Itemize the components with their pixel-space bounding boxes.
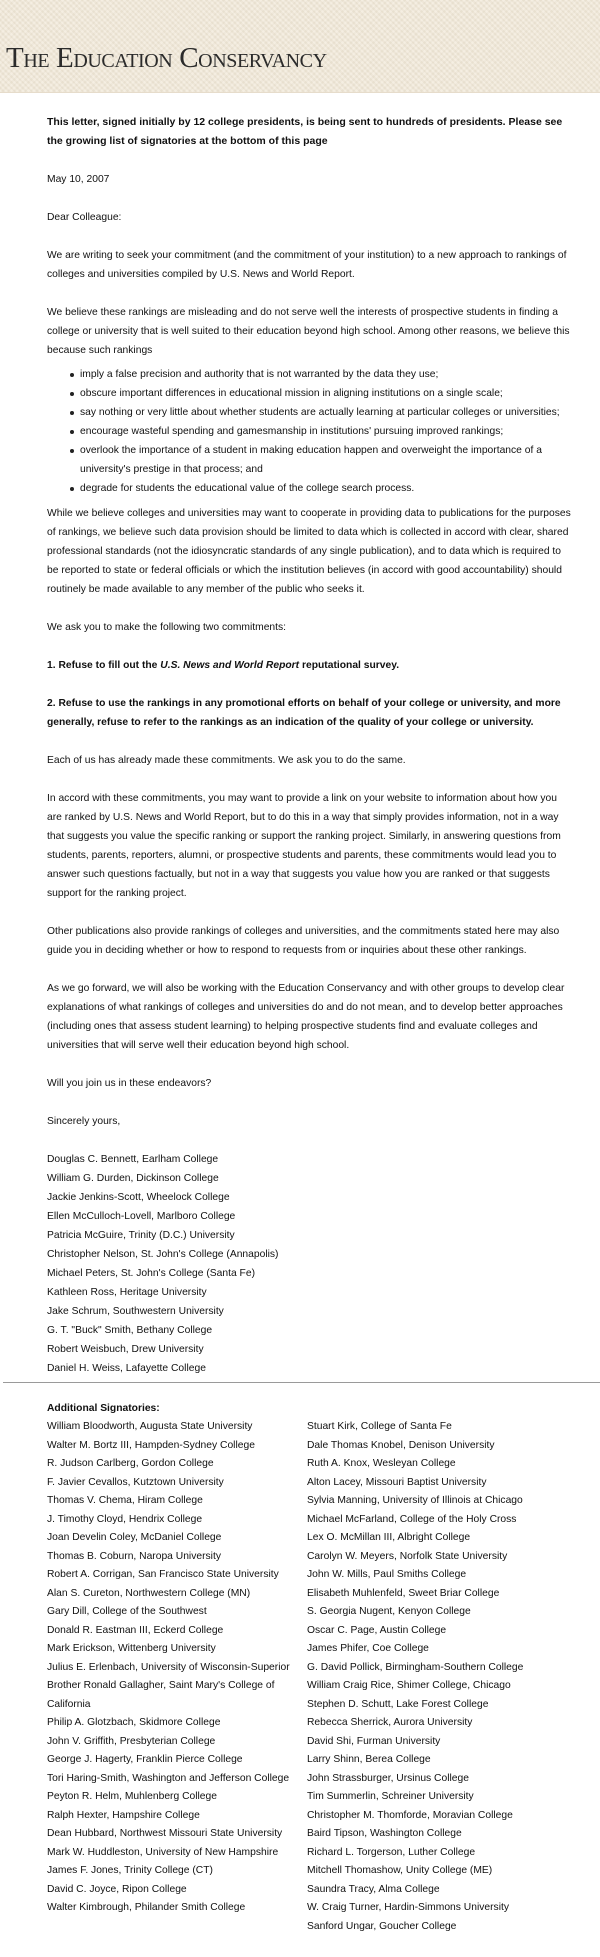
signatory: Stephen D. Schutt, Lake Forest College (307, 1698, 489, 1710)
signatory: Douglas C. Bennett, Earlham College (47, 1154, 219, 1165)
signatory: Elisabeth Muhlenfeld, Sweet Briar College (307, 1587, 500, 1599)
signatory: Sanford Ungar, Goucher College (307, 1920, 457, 1932)
signatory: Michael McFarland, College of the Holy Cross (307, 1513, 517, 1525)
signatory: Donald R. Eastman III, Eckerd College (47, 1624, 224, 1636)
salutation: Dear Colleague: (47, 212, 122, 223)
signatory: Thomas V. Chema, Hiram College (47, 1495, 203, 1506)
signatory: Philip A. Glotzbach, Skidmore College (47, 1717, 221, 1728)
site-header (0, 0, 600, 93)
signatory: Julius E. Erlenbach, University of Wisconsin-Superior (47, 1661, 290, 1673)
signatory: William G. Durden, Dickinson College (47, 1173, 219, 1184)
signatory: Carolyn W. Meyers, Norfolk State University (307, 1550, 508, 1562)
signatory: Thomas B. Coburn, Naropa University (47, 1550, 221, 1562)
section-divider (3, 1382, 600, 1383)
signatory: Joan Develin Coley, McDaniel College (47, 1532, 222, 1543)
signatory: Dean Hubbard, Northwest Missouri State University (47, 1828, 283, 1839)
signatory: F. Javier Cevallos, Kutztown University (47, 1476, 224, 1488)
signatory: Christopher Nelson, St. John's College (Annapolis) (47, 1249, 279, 1260)
paragraph-purpose: We are writing to seek your commitment (and the commitment of your institution) to a new approach to rankings of colleges and universities compiled by U.S. News and World Report. (47, 250, 567, 280)
paragraph-data-provision: While we believe colleges and universities may want to cooperate in providing data to publications for the purposes of rankings, we believe such data provision should be limited to data which is collected in accord with clear, shared professional standards (not the idiosyncratic standards of any single publication), and to data which is required to be reported to state or federal officials or which the institution believes (in accord with good accountability) should routinely be made available to any member of the public who seeks it. (47, 508, 571, 595)
commitment-1-suffix: reputational survey. (299, 660, 400, 671)
signatory: W. Craig Turner, Hardin-Simmons University (307, 1902, 509, 1913)
signatory: Sylvia Manning, University of Illinois at Chicago (307, 1495, 523, 1506)
signatory: Michael Peters, St. John's College (Santa Fe) (47, 1268, 255, 1279)
paragraph-going-forward: As we go forward, we will also be working with the Education Conservancy and with other groups to develop clear explanations of what rankings of colleges and universities do and do not mean, and to develop better approaches (including ones that assess student learning) to helping prospective students find and evaluate colleges and universities that will serve well their education beyond high school. (47, 983, 565, 1051)
signatory: Tim Summerlin, Schreiner University (307, 1791, 474, 1802)
signatory: Brother Ronald Gallagher, Saint Mary's College of California (47, 1680, 275, 1710)
signatory: G. David Pollick, Birmingham-Southern College (307, 1661, 524, 1673)
signatory: Daniel H. Weiss, Lafayette College (47, 1363, 206, 1374)
additional-signatories (47, 1400, 587, 1932)
signatory: Robert Weisbuch, Drew University (47, 1344, 204, 1355)
signatory: Richard L. Torgerson, Luther College (307, 1846, 476, 1858)
signatory: Saundra Tracy, Alma College (307, 1883, 440, 1895)
signatory: Mitchell Thomashow, Unity College (ME) (307, 1865, 493, 1876)
closing: Sincerely yours, (47, 1116, 121, 1127)
commitment-1-publication: U.S. News and World Report (160, 660, 300, 671)
signatory: Stuart Kirk, College of Santa Fe (307, 1421, 452, 1432)
signatory: G. T. "Buck" Smith, Bethany College (47, 1325, 213, 1336)
letter-date: May 10, 2007 (47, 174, 110, 185)
list-item: encourage wasteful spending and gamesmanship in institutions' pursuing improved rankings; (72, 422, 572, 441)
signatories-column-right (307, 1418, 597, 1936)
signatory: Mark Erickson, Wittenberg University (47, 1643, 216, 1654)
signatories-column-left (47, 1418, 292, 1918)
signatory: Peyton R. Helm, Muhlenberg College (47, 1791, 217, 1802)
signatory: Patricia McGuire, Trinity (D.C.) University (47, 1230, 235, 1241)
signatory: Dale Thomas Knobel, Denison University (307, 1439, 495, 1451)
signatory: John W. Mills, Paul Smiths College (307, 1569, 467, 1580)
signatory: William Bloodworth, Augusta State University (47, 1421, 253, 1432)
list-item: say nothing or very little about whether students are actually learning at particular colleges or universities; (72, 403, 572, 422)
signatory: William Craig Rice, Shimer College, Chicago (307, 1680, 511, 1691)
list-item: degrade for students the educational value of the college search process. (72, 479, 572, 498)
paragraph-accord: In accord with these commitments, you may want to provide a link on your website to information about how you are ranked by U.S. News and World Report, but to do this in a way that simply provides information, not in a way that suggests you value the specific ranking or support the ranking project. Similarly, in answering questions from students, parents, reporters, alumni, or prospective students and parents, these commitments would lead you to answer such questions factually, but not in a way that suggests you value how you are ranked or that suggests support for the ranking project. (47, 793, 561, 899)
signatory: Baird Tipson, Washington College (307, 1828, 462, 1839)
site-logo[interactable]: The Education Conservancy (6, 42, 327, 74)
signatory: James F. Jones, Trinity College (CT) (47, 1865, 213, 1876)
paragraph-already-made: Each of us has already made these commitments. We ask you to do the same. (47, 755, 406, 766)
signatory: S. Georgia Nugent, Kenyon College (307, 1606, 471, 1617)
signatory: Jake Schrum, Southwestern University (47, 1306, 224, 1317)
signatory: Walter M. Bortz III, Hampden-Sydney College (47, 1439, 255, 1451)
signatory: Lex O. McMillan III, Albright College (307, 1532, 471, 1543)
signatory: Gary Dill, College of the Southwest (47, 1606, 207, 1617)
letter-body (47, 113, 572, 1378)
commitment-1-prefix: 1. Refuse to fill out the (47, 660, 161, 671)
commitment-2: 2. Refuse to use the rankings in any promotional efforts on behalf of your college or university, and more generally, refuse to refer to the rankings as an indication of the quality of your college or university. (47, 698, 561, 728)
signatory: R. Judson Carlberg, Gordon College (47, 1458, 214, 1469)
list-item: overlook the importance of a student in making education happen and overweight the importance of a university's prestige in that process; and (72, 441, 572, 479)
signatory: Tori Haring-Smith, Washington and Jefferson College (47, 1772, 290, 1784)
paragraph-question: Will you join us in these endeavors? (47, 1078, 212, 1089)
list-item: imply a false precision and authority that is not warranted by the data they use; (72, 365, 572, 384)
signatory: J. Timothy Cloyd, Hendrix College (47, 1513, 203, 1525)
signatory: Ralph Hexter, Hampshire College (47, 1809, 200, 1821)
signatory: Walter Kimbrough, Philander Smith College (47, 1902, 246, 1913)
signatory: Alton Lacey, Missouri Baptist University (307, 1476, 487, 1488)
commitment-1 (47, 656, 572, 675)
paragraph-other-publications: Other publications also provide rankings of colleges and universities, and the commitments stated here may also guide you in deciding whether or how to respond to requests from or inquiries about these other rankings. (47, 926, 560, 956)
signatory: Larry Shinn, Berea College (307, 1754, 431, 1765)
signatories-list (47, 1150, 572, 1378)
signatory: David Shi, Furman University (307, 1735, 441, 1747)
signatory: Rebecca Sherrick, Aurora University (307, 1717, 473, 1728)
signatory: Christopher M. Thomforde, Moravian College (307, 1809, 513, 1821)
signatory: James Phifer, Coe College (307, 1643, 429, 1654)
signatory: Oscar C. Page, Austin College (307, 1624, 447, 1636)
paragraph-commitments-intro: We ask you to make the following two commitments: (47, 622, 287, 633)
signatory: Jackie Jenkins-Scott, Wheelock College (47, 1192, 230, 1203)
list-item: obscure important differences in educational mission in aligning institutions on a single scale; (72, 384, 572, 403)
signatory: George J. Hagerty, Franklin Pierce College (47, 1754, 243, 1765)
signatory: Ruth A. Knox, Wesleyan College (307, 1458, 456, 1469)
paragraph-belief: We believe these rankings are misleading and do not serve well the interests of prospective students in finding a college or university that is well suited to their education beyond high school. Among other reasons, we believe this because such rankings (47, 307, 570, 356)
signatory: John Strassburger, Ursinus College (307, 1772, 469, 1784)
intro-note: This letter, signed initially by 12 college presidents, is being sent to hundreds of presidents. Please see the growing list of signatories at the bottom of this page (47, 116, 563, 147)
signatory: John V. Griffith, Presbyterian College (47, 1735, 216, 1747)
signatory: Alan S. Cureton, Northwestern College (MN) (47, 1587, 251, 1599)
signatory: Kathleen Ross, Heritage University (47, 1287, 207, 1298)
signatory: Robert A. Corrigan, San Francisco State University (47, 1569, 279, 1580)
reasons-list (47, 365, 572, 498)
signatory: Ellen McCulloch-Lovell, Marlboro College (47, 1211, 236, 1222)
additional-signatories-heading: Additional Signatories: (47, 1403, 160, 1414)
signatory: David C. Joyce, Ripon College (47, 1883, 187, 1895)
signatory: Mark W. Huddleston, University of New Hampshire (47, 1846, 279, 1858)
